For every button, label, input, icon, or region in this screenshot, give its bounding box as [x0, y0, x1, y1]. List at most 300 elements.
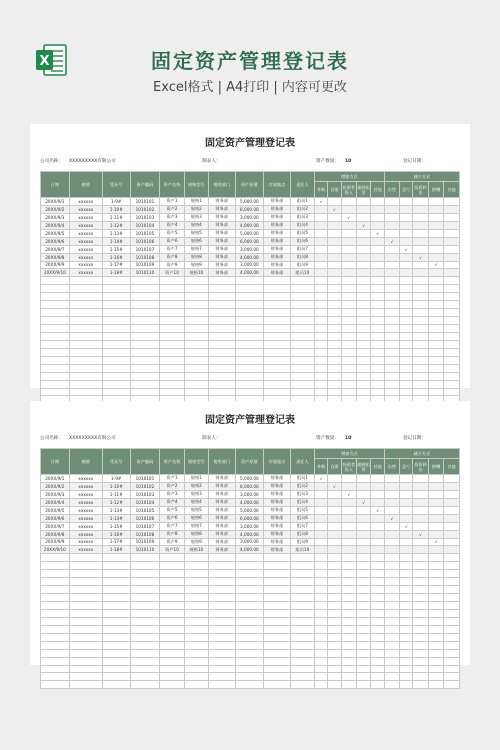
cell-name-col: 资产10	[160, 546, 184, 554]
empty-cell	[371, 498, 384, 506]
check-mark: √	[384, 514, 399, 522]
empty-cell	[371, 372, 384, 380]
empty-cell	[413, 285, 428, 293]
empty-row	[41, 665, 460, 673]
cell-code-col: 1010110	[130, 546, 160, 554]
empty-cell	[357, 253, 371, 261]
empty-cell	[102, 372, 130, 380]
empty-cell	[400, 594, 413, 602]
empty-cell	[428, 364, 443, 372]
empty-row	[41, 570, 460, 578]
cell-summary-col: xxxxxx	[69, 245, 102, 253]
header-date-col: 日期	[41, 172, 70, 198]
cell-name-col: 资产1	[160, 198, 184, 206]
empty-cell	[69, 380, 102, 388]
empty-cell	[160, 673, 184, 681]
empty-cell	[357, 340, 371, 348]
cell-summary-col: xxxxxx	[69, 530, 102, 538]
table-row	[41, 546, 460, 554]
empty-cell	[41, 602, 70, 610]
empty-cell	[357, 609, 371, 617]
empty-cell	[160, 309, 184, 317]
cell-summary-col: xxxxxx	[69, 506, 102, 514]
empty-cell	[315, 514, 328, 522]
empty-cell	[371, 673, 384, 681]
empty-cell	[102, 617, 130, 625]
empty-cell	[264, 625, 291, 633]
empty-cell	[413, 681, 428, 689]
empty-cell	[328, 261, 341, 269]
empty-cell	[41, 301, 70, 309]
empty-cell	[264, 293, 291, 301]
empty-cell	[357, 570, 371, 578]
empty-cell	[264, 570, 291, 578]
empty-cell	[130, 364, 160, 372]
empty-cell	[315, 506, 328, 514]
cell-voucher-col: 1-13#	[102, 229, 130, 237]
cell-owner-col: 组员3	[290, 490, 314, 498]
empty-cell	[102, 649, 130, 657]
empty-cell	[315, 617, 328, 625]
empty-cell	[357, 554, 371, 562]
page-title: 固定资产管理登记表	[151, 49, 349, 73]
cell-dept-col: 财务部	[208, 253, 235, 261]
cell-dept-col: 财务部	[208, 475, 235, 483]
empty-cell	[428, 673, 443, 681]
empty-cell	[341, 602, 356, 610]
empty-cell	[290, 332, 314, 340]
empty-cell	[208, 673, 235, 681]
empty-cell	[235, 665, 264, 673]
empty-cell	[160, 293, 184, 301]
empty-cell	[328, 514, 341, 522]
empty-cell	[235, 301, 264, 309]
empty-cell	[208, 562, 235, 570]
empty-cell	[69, 317, 102, 325]
empty-cell	[264, 562, 291, 570]
cell-code-col: 1010105	[130, 506, 160, 514]
cell-location-col: 财务部	[264, 205, 291, 213]
cell-spec-col: 规格9	[184, 261, 208, 269]
empty-cell	[41, 586, 70, 594]
cell-summary-col: xxxxxx	[69, 229, 102, 237]
empty-cell	[102, 554, 130, 562]
empty-cell	[328, 617, 341, 625]
empty-cell	[328, 213, 341, 221]
empty-cell	[400, 586, 413, 594]
empty-cell	[102, 388, 130, 396]
empty-cell	[357, 372, 371, 380]
empty-cell	[264, 301, 291, 309]
cell-spec-col: 规格2	[184, 205, 208, 213]
cell-dept-col: 财务部	[208, 205, 235, 213]
cell-spec-col: 规格7	[184, 522, 208, 530]
empty-cell	[384, 522, 399, 530]
empty-cell	[315, 261, 328, 269]
empty-cell	[371, 657, 384, 665]
cell-spec-col: 规格10	[184, 269, 208, 277]
empty-cell	[341, 617, 356, 625]
empty-cell	[328, 609, 341, 617]
empty-cell	[208, 340, 235, 348]
empty-cell	[102, 602, 130, 610]
empty-cell	[184, 388, 208, 396]
cell-name-col: 资产3	[160, 490, 184, 498]
empty-cell	[130, 277, 160, 285]
table-row	[41, 198, 460, 206]
empty-cell	[371, 617, 384, 625]
empty-cell	[130, 554, 160, 562]
empty-cell	[160, 380, 184, 388]
cell-owner-col: 组员6	[290, 237, 314, 245]
empty-cell	[413, 562, 428, 570]
empty-row	[41, 681, 460, 689]
empty-cell	[290, 380, 314, 388]
empty-cell	[371, 348, 384, 356]
empty-cell	[315, 641, 328, 649]
empty-cell	[69, 617, 102, 625]
empty-cell	[69, 578, 102, 586]
cell-dept-col: 财务部	[208, 506, 235, 514]
empty-cell	[160, 317, 184, 325]
empty-cell	[41, 641, 70, 649]
empty-cell	[41, 309, 70, 317]
empty-cell	[444, 340, 460, 348]
empty-cell	[184, 364, 208, 372]
check-mark: √	[428, 261, 443, 269]
table-row	[41, 213, 460, 221]
empty-cell	[264, 348, 291, 356]
empty-cell	[428, 602, 443, 610]
empty-cell	[444, 506, 460, 514]
empty-cell	[102, 277, 130, 285]
empty-cell	[290, 340, 314, 348]
cell-value-col: 4,000.00	[235, 530, 264, 538]
empty-cell	[444, 309, 460, 317]
empty-cell	[357, 229, 371, 237]
empty-cell	[290, 609, 314, 617]
empty-cell	[130, 301, 160, 309]
empty-cell	[315, 205, 328, 213]
empty-cell	[41, 277, 70, 285]
empty-cell	[235, 673, 264, 681]
empty-cell	[264, 633, 291, 641]
empty-cell	[413, 301, 428, 309]
empty-cell	[413, 570, 428, 578]
cell-summary-col: xxxxxx	[69, 213, 102, 221]
empty-cell	[264, 586, 291, 594]
empty-cell	[102, 586, 130, 594]
empty-cell	[413, 594, 428, 602]
cell-date-col: 20XX/9/5	[41, 229, 70, 237]
empty-cell	[69, 340, 102, 348]
empty-cell	[371, 681, 384, 689]
empty-row	[41, 285, 460, 293]
empty-cell	[384, 482, 399, 490]
empty-cell	[290, 348, 314, 356]
empty-cell	[413, 388, 428, 396]
empty-cell	[130, 380, 160, 388]
cell-dept-col: 财务部	[208, 245, 235, 253]
header-spec-col: 规格型号	[184, 172, 208, 198]
empty-cell	[235, 641, 264, 649]
empty-cell	[69, 285, 102, 293]
empty-cell	[428, 325, 443, 333]
empty-cell	[384, 309, 399, 317]
date-field: 登记日期：	[403, 436, 426, 441]
empty-cell	[400, 475, 413, 483]
empty-cell	[357, 562, 371, 570]
cell-owner-col: 组员1	[290, 475, 314, 483]
empty-cell	[413, 586, 428, 594]
empty-cell	[264, 657, 291, 665]
cell-name-col: 资产10	[160, 269, 184, 277]
cell-voucher-col: 1-15#	[102, 245, 130, 253]
empty-cell	[400, 498, 413, 506]
empty-cell	[341, 506, 356, 514]
cell-location-col: 财务部	[264, 530, 291, 538]
header-summary-col: 摘要	[69, 449, 102, 475]
empty-cell	[328, 332, 341, 340]
empty-cell	[341, 237, 356, 245]
empty-cell	[290, 364, 314, 372]
cell-dept-col: 财务部	[208, 522, 235, 530]
empty-cell	[208, 633, 235, 641]
empty-cell	[413, 309, 428, 317]
cell-dept-col: 财务部	[208, 213, 235, 221]
empty-cell	[413, 578, 428, 586]
header-location-col: 存放地点	[264, 449, 291, 475]
cell-voucher-col: 1-9#	[102, 475, 130, 483]
empty-cell	[371, 253, 384, 261]
empty-cell	[328, 364, 341, 372]
cell-location-col: 财务部	[264, 475, 291, 483]
empty-cell	[371, 261, 384, 269]
empty-cell	[400, 285, 413, 293]
cell-owner-col: 组员6	[290, 514, 314, 522]
empty-cell	[384, 245, 399, 253]
table-row	[41, 269, 460, 277]
empty-cell	[384, 602, 399, 610]
empty-cell	[357, 514, 371, 522]
cell-code-col: 1010108	[130, 253, 160, 261]
cell-name-col: 资产5	[160, 506, 184, 514]
empty-cell	[69, 649, 102, 657]
empty-cell	[315, 325, 328, 333]
empty-cell	[208, 609, 235, 617]
empty-cell	[357, 388, 371, 396]
empty-cell	[328, 506, 341, 514]
empty-cell	[290, 617, 314, 625]
empty-cell	[384, 617, 399, 625]
empty-cell	[184, 325, 208, 333]
empty-cell	[328, 522, 341, 530]
empty-cell	[357, 301, 371, 309]
empty-cell	[130, 356, 160, 364]
cell-owner-col: 组员3	[290, 213, 314, 221]
empty-cell	[102, 594, 130, 602]
empty-cell	[160, 348, 184, 356]
empty-cell	[400, 562, 413, 570]
empty-cell	[184, 570, 208, 578]
cell-owner-col: 组员4	[290, 221, 314, 229]
empty-row	[41, 649, 460, 657]
empty-cell	[315, 482, 328, 490]
date-field: 登记日期：	[403, 159, 426, 164]
empty-cell	[400, 625, 413, 633]
empty-cell	[357, 522, 371, 530]
empty-cell	[102, 609, 130, 617]
empty-cell	[371, 221, 384, 229]
empty-cell	[413, 649, 428, 657]
empty-cell	[41, 649, 70, 657]
empty-cell	[290, 633, 314, 641]
cell-voucher-col: 1-16#	[102, 253, 130, 261]
empty-cell	[328, 277, 341, 285]
cell-location-col: 财务部	[264, 514, 291, 522]
table-row	[41, 253, 460, 261]
empty-cell	[400, 221, 413, 229]
empty-cell	[357, 213, 371, 221]
empty-cell	[315, 356, 328, 364]
empty-cell	[208, 602, 235, 610]
empty-cell	[160, 617, 184, 625]
cell-spec-col: 规格2	[184, 482, 208, 490]
cell-date-col: 20XX/9/6	[41, 514, 70, 522]
header-decrease-method: 出售	[384, 182, 399, 198]
header-increase-group: 增加方式	[315, 172, 385, 182]
empty-cell	[208, 594, 235, 602]
empty-cell	[290, 277, 314, 285]
empty-cell	[341, 681, 356, 689]
empty-cell	[413, 475, 428, 483]
empty-cell	[384, 681, 399, 689]
cell-name-col: 资产9	[160, 261, 184, 269]
check-mark	[444, 269, 460, 277]
cell-location-col: 财务部	[264, 261, 291, 269]
cell-voucher-col: 1-9#	[102, 198, 130, 206]
empty-row	[41, 356, 460, 364]
cell-summary-col: xxxxxx	[69, 198, 102, 206]
empty-cell	[400, 364, 413, 372]
cell-name-col: 资产1	[160, 475, 184, 483]
empty-cell	[428, 269, 443, 277]
empty-cell	[235, 617, 264, 625]
empty-cell	[413, 198, 428, 206]
empty-cell	[357, 364, 371, 372]
empty-cell	[264, 602, 291, 610]
cell-code-col: 1010107	[130, 522, 160, 530]
cell-name-col: 资产7	[160, 245, 184, 253]
empty-cell	[41, 332, 70, 340]
empty-cell	[444, 372, 460, 380]
empty-row	[41, 625, 460, 633]
empty-cell	[371, 538, 384, 546]
empty-cell	[428, 380, 443, 388]
empty-row	[41, 594, 460, 602]
empty-cell	[428, 482, 443, 490]
empty-cell	[428, 237, 443, 245]
cell-summary-col: xxxxxx	[69, 253, 102, 261]
empty-cell	[428, 309, 443, 317]
cell-value-col: 4,000.00	[235, 221, 264, 229]
header-increase-method: 融资租赁	[357, 459, 371, 475]
cell-dept-col: 财务部	[208, 514, 235, 522]
empty-cell	[235, 681, 264, 689]
empty-cell	[235, 388, 264, 396]
empty-cell	[371, 570, 384, 578]
empty-cell	[328, 586, 341, 594]
check-mark: √	[341, 213, 356, 221]
cell-name-col: 资产4	[160, 498, 184, 506]
cell-location-col: 财务部	[264, 237, 291, 245]
empty-cell	[235, 594, 264, 602]
empty-cell	[328, 198, 341, 206]
empty-cell	[69, 673, 102, 681]
cell-date-col: 20XX/9/4	[41, 498, 70, 506]
check-mark: √	[428, 538, 443, 546]
empty-cell	[413, 602, 428, 610]
empty-cell	[315, 633, 328, 641]
cell-summary-col: xxxxxx	[69, 482, 102, 490]
preparer-field: 制表人：	[202, 159, 221, 164]
empty-cell	[184, 380, 208, 388]
empty-row	[41, 673, 460, 681]
empty-cell	[371, 388, 384, 396]
empty-cell	[41, 681, 70, 689]
empty-cell	[413, 506, 428, 514]
empty-cell	[384, 317, 399, 325]
cell-spec-col: 规格3	[184, 213, 208, 221]
empty-cell	[357, 356, 371, 364]
cell-code-col: 1010110	[130, 269, 160, 277]
empty-cell	[413, 665, 428, 673]
header-decrease-method: 出售	[384, 459, 399, 475]
empty-cell	[400, 356, 413, 364]
empty-cell	[69, 372, 102, 380]
empty-cell	[315, 348, 328, 356]
empty-cell	[413, 237, 428, 245]
empty-cell	[400, 198, 413, 206]
cell-value-col: 4,000.00	[235, 546, 264, 554]
cell-name-col: 资产3	[160, 213, 184, 221]
empty-cell	[290, 625, 314, 633]
empty-cell	[130, 649, 160, 657]
empty-cell	[41, 364, 70, 372]
empty-cell	[235, 325, 264, 333]
cell-name-col: 资产2	[160, 482, 184, 490]
empty-cell	[290, 356, 314, 364]
empty-cell	[69, 633, 102, 641]
empty-cell	[315, 498, 328, 506]
empty-cell	[384, 332, 399, 340]
empty-cell	[444, 602, 460, 610]
empty-cell	[400, 325, 413, 333]
check-mark: √	[315, 198, 328, 206]
empty-cell	[384, 649, 399, 657]
empty-cell	[413, 609, 428, 617]
empty-cell	[102, 380, 130, 388]
empty-cell	[444, 594, 460, 602]
cell-value-col: 4,000.00	[235, 269, 264, 277]
empty-cell	[444, 649, 460, 657]
empty-cell	[184, 285, 208, 293]
empty-row	[41, 372, 460, 380]
empty-cell	[400, 546, 413, 554]
empty-cell	[400, 205, 413, 213]
empty-cell	[413, 293, 428, 301]
empty-cell	[413, 538, 428, 546]
